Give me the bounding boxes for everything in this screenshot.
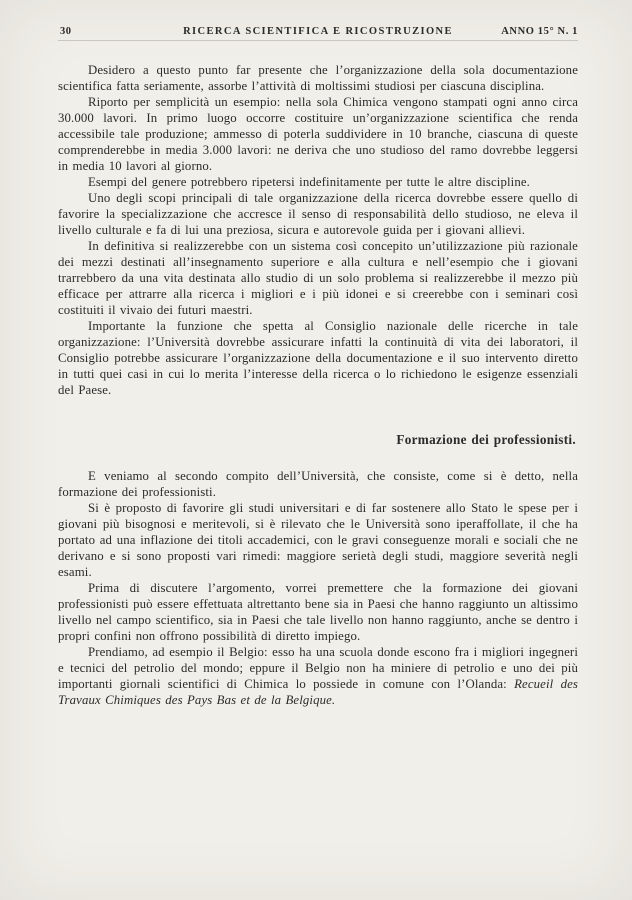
paragraph: Esempi del genere potrebbero ripetersi indefinitamente per tutte le altre discipline. <box>88 175 530 189</box>
journal-reference: Recueil des Travaux Chimiques des Pays Bas et de la Belgique. <box>58 677 578 707</box>
journal-title: RICERCA SCIENTIFICA E RICOSTRUZIONE <box>183 26 453 37</box>
page-number: 30 <box>60 26 72 37</box>
article-body <box>58 62 578 708</box>
paragraph: E veniamo al secondo compito dell’Università, che consiste, come si è detto, nella formazione dei professionisti. <box>58 469 578 499</box>
paragraph: Si è proposto di favorire gli studi universitari e di far sostenere allo Stato le spese per i giovani più bisognosi e meritevoli, si è rilevato che le Università sono iperaffollate, il che ha portato ad una inflazione dei titoli accademici, con le gravi conseguenze morali e sociali che ne derivano e si sono proposti vari rimedi: maggiore serietà degli studi, maggiore severità negli esami. <box>58 501 578 579</box>
paragraph-text: Prendiamo, ad esempio il Belgio: esso ha una scuola donde escono fra i migliori ingegneri e tecnici del petrolio del mondo; eppure il Belgio non ha miniere di petrolio e uno dei più importanti giornali scientifici di Chimica lo possiede in comune con l’Olanda: <box>58 645 578 691</box>
paragraph: Importante la funzione che spetta al Consiglio nazionale delle ricerche in tale organizzazione: l’Università dovrebbe assicurare infatti la continuità di vita dei laboratori, il Consiglio potrebbe assicurare l’organizzazione della documentazione e il suo intervento diretto in tutti quei casi in cui lo merita l’interesse della ricerca o lo richiedono le esigenze essenziali del Paese. <box>58 319 578 397</box>
paragraph: Desidero a questo punto far presente che l’organizzazione della sola documentazione scientifica fatta seriamente, assorbe l’attività di moltissimi studiosi per ciascuna disciplina. <box>58 63 578 93</box>
paragraph <box>58 644 578 708</box>
paragraph: Riporto per semplicità un esempio: nella sola Chimica vengono stampati ogni anno circa 30.000 lavori. In primo luogo occorre costituire un’organizzazione scientifica che renda accessibile tale produzione; ammesso di poterla suddividere in 10 branche, ciascuna di queste comprenderebbe in media 3.000 lavori: ne deriva che uno studioso del ramo dovrebbe leggersi in media 10 lavori al giorno. <box>58 95 578 173</box>
section-heading: Formazione dei professionisti. <box>396 432 576 447</box>
paragraph: In definitiva si realizzerebbe con un sistema così concepito un’utilizzazione più razionale dei mezzi destinati all’insegnamento superiore e alla cultura e nell’esempio che i giovani trarrebbero da una vita destinata allo studio di un solo problema si realizzerebbe il mezzo più efficace per attrarre alla ricerca i migliori e i più idonei e si creerebbe con i seminari così costituiti il vivaio dei futuri maestri. <box>58 239 578 317</box>
paragraph: Uno degli scopi principali di tale organizzazione della ricerca dovrebbe essere quello di favorire la specializzazione che accresce il senso di responsabilità dello studioso, ne eleva il livello culturale e fa di lui una preziosa, sicura e autorevole guida per i giovani allievi. <box>58 191 578 237</box>
paragraph: Prima di discutere l’argomento, vorrei premettere che la formazione dei giovani professionisti può essere effettuata altrettanto bene sia in Paesi che hanno raggiunto un altissimo livello nel campo scientifico, sia in Paesi che tale livello non hanno raggiunto, anche se dentro i propri confini non offrono possibilità di diretto impiego. <box>58 581 578 643</box>
page-header <box>58 26 578 41</box>
issue-label: ANNO 15° N. 1 <box>501 26 578 37</box>
